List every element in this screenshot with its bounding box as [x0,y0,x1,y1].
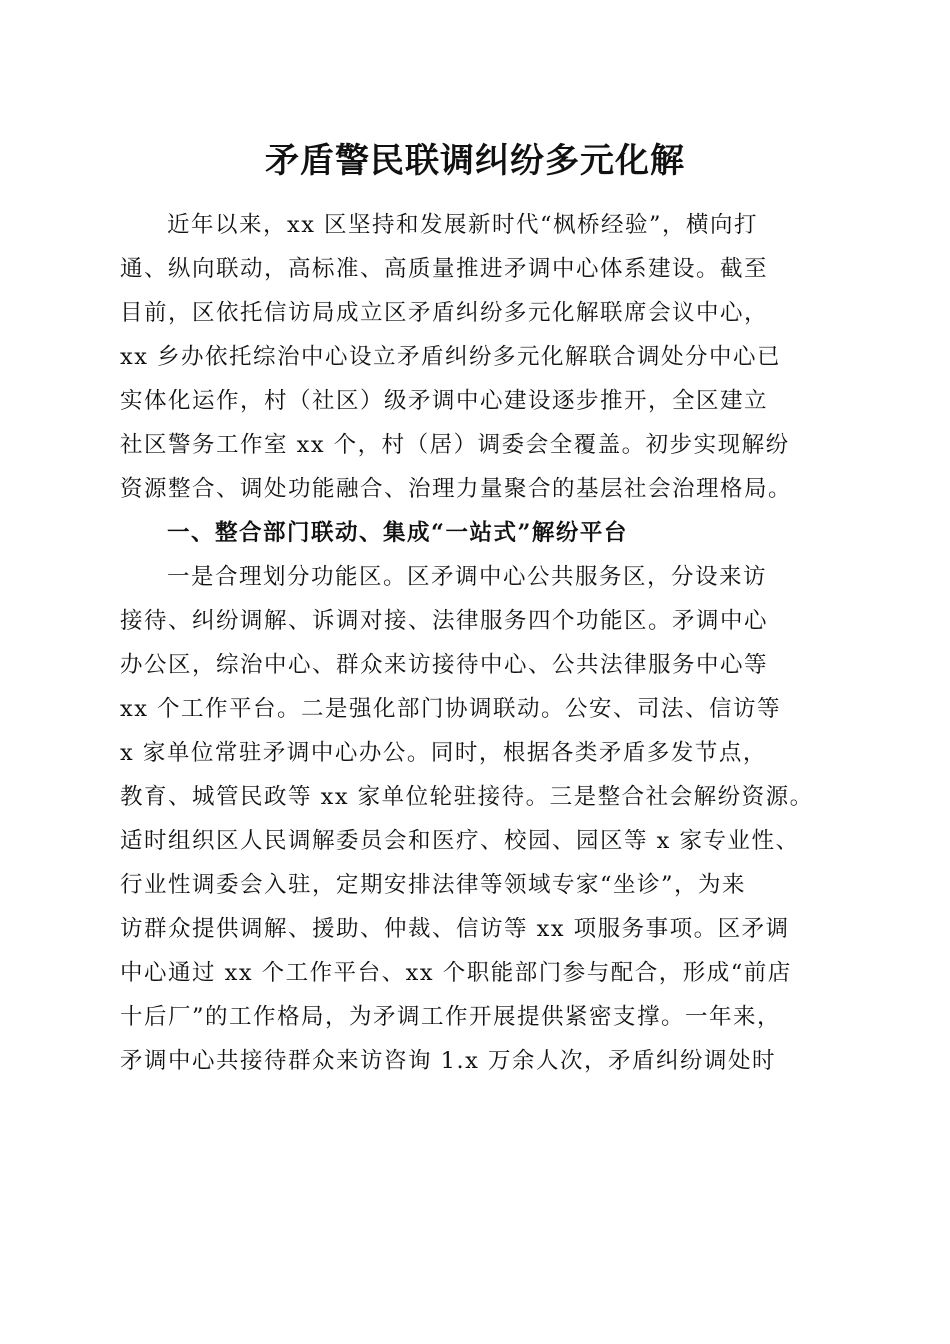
paragraph-line: 行业性调委会入驻，定期安排法律等领域专家“坐诊”，为来 [120,872,747,898]
paragraph-line: 中心通过 xx 个工作平台、xx 个职能部门参与配合，形成“前店 [120,960,792,986]
paragraph-line: 适时组织区人民调解委员会和医疗、校园、园区等 x 家专业性、 [120,828,800,854]
paragraph-line: 访群众提供调解、援助、仲裁、信访等 xx 项服务事项。区矛调 [120,916,790,942]
paragraph-line: 一是合理划分功能区。区矛调中心公共服务区，分设来访 [167,564,768,590]
section-heading: 一、整合部门联动、集成“一站式”解纷平台 [167,520,628,546]
paragraph-line: 办公区，综治中心、群众来访接待中心、公共法律服务中心等 [120,652,769,678]
paragraph-line: 实体化运作，村（社区）级矛调中心建设逐步推开，全区建立 [120,388,769,414]
paragraph-line: 资源整合、调处功能融合、治理力量聚合的基层社会治理格局。 [120,476,793,502]
paragraph-line: 十后厂”的工作格局，为矛调工作开展提供紧密支撑。一年来， [120,1004,782,1030]
paragraph-line: 通、纵向联动，高标准、高质量推进矛调中心体系建设。截至 [120,256,769,282]
paragraph-line: xx 个工作平台。二是强化部门协调联动。公安、司法、信访等 [120,696,782,722]
paragraph-line: xx 乡办依托综治中心设立矛盾纠纷多元化解联合调处分中心已 [120,344,782,370]
page-title: 矛盾警民联调纠纷多元化解 [265,141,685,181]
paragraph-line: x 家单位常驻矛调中心办公。同时，根据各类矛盾多发节点， [120,740,767,766]
paragraph-line: 矛调中心共接待群众来访咨询 1.x 万余人次，矛盾纠纷调处时 [120,1048,776,1074]
paragraph-line: 社区警务工作室 xx 个，村（居）调委会全覆盖。初步实现解纷 [120,432,790,458]
paragraph-line: 目前，区依托信访局成立区矛盾纠纷多元化解联席会议中心， [120,300,769,326]
paragraph-line: 教育、城管民政等 xx 家单位轮驻接待。三是整合社会解纷资源。 [120,784,814,810]
paragraph-line: 接待、纠纷调解、诉调对接、法律服务四个功能区。矛调中心 [120,608,769,634]
paragraph-line: 近年以来，xx 区坚持和发展新时代“枫桥经验”，横向打 [167,212,759,238]
